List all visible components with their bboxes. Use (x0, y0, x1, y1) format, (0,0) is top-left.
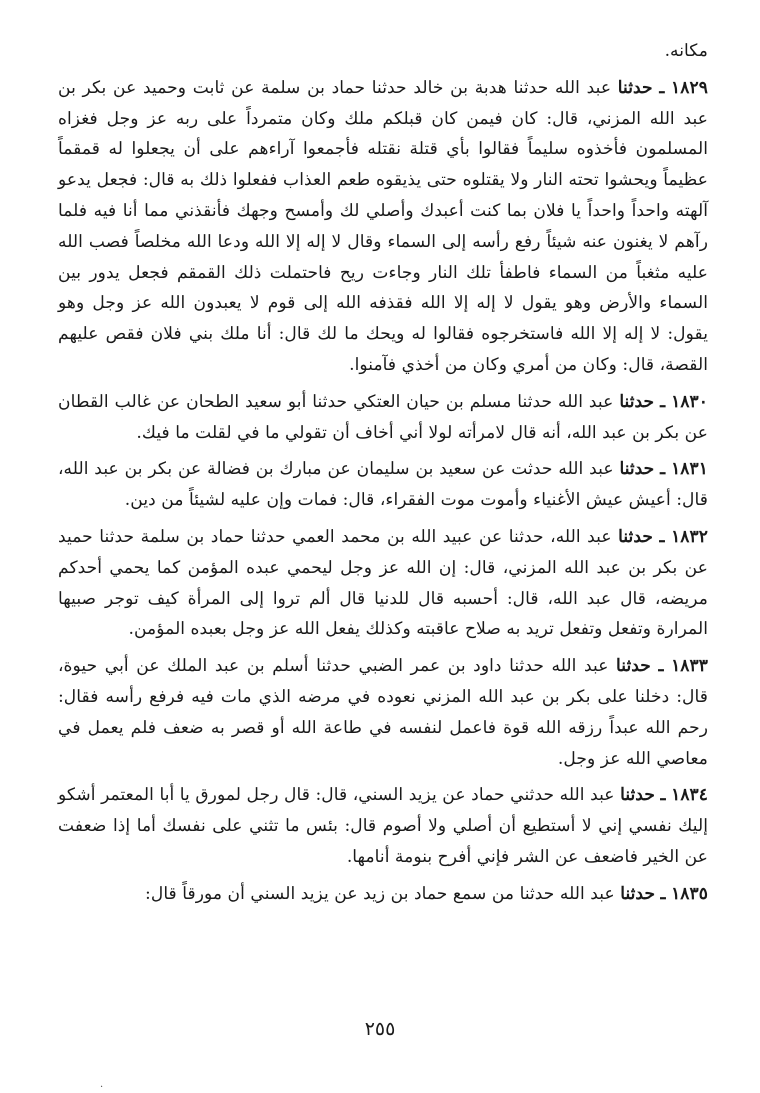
hadith-text: عبد الله، حدثنا عن عبيد الله بن محمد العمي حدثنا حماد بن سلمة حدثنا حميد عن بكر بن عبد الله المزني، قال: إن الله عز وجل ليحمي عبده المؤمن كما يحمي أحدكم مريضه، قال عبد الله، قال: أحسبه قال للدنيا قال ألم تروا إلى المرأة كيف توجر صبيها المرارة وتفعل وتفعل تريد به صلاح عاقبته وكذلك يفعل الله عز وجل بعبده المؤمن. (58, 526, 708, 640)
hadith-1829: ١٨٢٩ ـ حدثنا عبد الله حدثنا هدبة بن خالد حدثنا حماد بن سلمة عن ثابت وحميد عن بكر بن عبد الله المزني، قال: كان فيمن كان قبلكم ملك وكان متمرداً على ربه عز وجل فغزاه المسلمون فأخذوه سليماً فقالوا بأي قتلة نقتله فأجمعوا آراءهم على أن يجعلوا له قمقماً عظيماً ويحشوا تحته النار ولا يقتلوه حتى يذيقوه طعم العذاب ففعلوا ذلك به قال: فجعل يدعو آلهته واحداً واحداً يا فلان بما كنت أعبدك وأصلي لك وأمسح وجهك فأنقذني مما أنا فيه فلما رآهم لا يغنون عنه شيئاً رفع رأسه إلى السماء وقال لا إله إلا الله ودعا الله مخلصاً فصب الله عليه مثغباً من السماء فاطفأ تلك النار وجاءت ريح فاحتملت ذلك القمقم فجعل يدور بين السماء والأرض وهو يقول لا إله إلا الله فقذفه الله إلى قوم لا يعبدون الله عز وجل وهو يقول: لا إله إلا الله فاستخرجوه فقالوا له ويحك ما لك قال: أنا ملك بني فلان فقص عليهم القصة، قال: وكان من أمري وكان من أخذي فآمنوا. (58, 77, 708, 375)
hadith-keyword: حدثنا (619, 391, 655, 412)
hadith-text: عبد الله حدثنا هدبة بن خالد حدثنا حماد بن سلمة عن ثابت وحميد عن بكر بن عبد الله المزني، قال: كان فيمن كان قبلكم ملك وكان متمرداً على ربه عز وجل فغزاه المسلمون فأخذوه سليماً فقالوا بأي قتلة نقتله فأجمعوا آراءهم على أن يجعلوا له قمقماً عظيماً ويحشوا تحته النار ولا يقتلوه حتى يذيقوه طعم العذاب ففعلوا ذلك به قال: فجعل يدعو آلهته واحداً واحداً يا فلان بما كنت أعبدك وأصلي لك وأمسح وجهك فأنقذني مما أنا فيه فلما رآهم لا يغنون عنه شيئاً رفع رأسه إلى السماء وقال لا إله إلا الله ودعا الله مخلصاً فصب الله عليه مثغباً من السماء فاطفأ تلك النار وجاءت ريح فاحتملت ذلك القمقم فجعل يدور بين السماء والأرض وهو يقول لا إله إلا الله فقذفه الله إلى قوم لا يعبدون الله عز وجل وهو يقول: لا إله إلا الله فاستخرجوه فقالوا له ويحك ما لك قال: أنا ملك بني فلان فقص عليهم القصة، قال: وكان من أمري وكان من أخذي فآمنوا. (58, 77, 708, 375)
hadith-number: ١٨٣١ (671, 459, 709, 480)
hadith-keyword: حدثنا (618, 526, 653, 547)
hadith-number: ١٨٣٢ (671, 526, 708, 547)
hadith-number: ١٨٣٤ (671, 785, 709, 806)
scan-speck: · (100, 1082, 104, 1093)
hadith-keyword: حدثنا (616, 656, 651, 677)
hadith-keyword: حدثنا (620, 785, 655, 806)
hadith-keyword: حدثنا (619, 459, 655, 480)
hadith-text: عبد الله حدثنا مسلم بن حيان العتكي حدثنا أبو سعيد الطحان عن غالب القطان عن بكر بن عبد الله، أنه قال لامرأته لولا أني أخاف أن تقولي ما في لقلت ما فيك. (58, 391, 708, 443)
hadith-keyword: حدثنا (620, 883, 656, 904)
hadith-1834: ١٨٣٤ ـ حدثنا عبد الله حدثني حماد عن يزيد السني، قال: قال رجل لمورق يا أبا المعتمر أشكو إليك نفسي إني لا أستطيع أن أصلي ولا أصوم قال: بئس ما تثني على نفسك أما إذا ضعفت عن الخير فاضعف عن الشر فإني أفرح بنومة أنامها. (58, 785, 709, 867)
hadith-1830: ١٨٣٠ ـ حدثنا عبد الله حدثنا مسلم بن حيان العتكي حدثنا أبو سعيد الطحان عن غالب القطان عن بكر بن عبد الله، أنه قال لامرأته لولا أني أخاف أن تقولي ما في لقلت ما فيك. (58, 391, 709, 443)
continuation-line: مكانه. (664, 41, 708, 61)
hadith-1831: ١٨٣١ ـ حدثنا عبد الله حدثت عن سعيد بن سليمان عن مبارك بن فضالة عن بكر بن عبد الله، قال: أعيش عيش الأغنياء وأموت موت الفقراء، قال: فمات وإن عليه لشيئاً من دين. (58, 459, 709, 511)
hadith-1832: ١٨٣٢ ـ حدثنا عبد الله، حدثنا عن عبيد الله بن محمد العمي حدثنا حماد بن سلمة حدثنا حميد عن بكر بن عبد الله المزني، قال: إن الله عز وجل ليحمي عبده المؤمن كما يحمي أحدكم مريضه، قال عبد الله، قال: أحسبه قال للدنيا قال ألم تروا إلى المرأة كيف توجر صبيها المرارة وتفعل وتفعل تريد به صلاح عاقبته وكذلك يفعل الله عز وجل بعبده المؤمن. (58, 526, 708, 640)
hadith-number: ١٨٢٩ (671, 77, 708, 98)
hadith-text: عبد الله حدثت عن سعيد بن سليمان عن مبارك بن فضالة عن بكر بن عبد الله، قال: أعيش عيش الأغنياء وأموت موت الفقراء، قال: فمات وإن عليه لشيئاً من دين. (58, 459, 708, 511)
hadith-text: عبد الله حدثنا داود بن عمر الضبي حدثنا أسلم بن عبد الملك عن أبي حيوة، قال: دخلنا على بكر بن عبد الله المزني نعوده في مرضه الذي مات فيه فرفع رأسه فقال: رحم الله عبداً رزقه الله قوة فاعمل لنفسه في طاعة الله أو قصر به ضعف فلم يعمل في معاصي الله عز وجل. (58, 656, 708, 769)
page-content (58, 36, 708, 910)
hadith-keyword: حدثنا (617, 77, 653, 98)
hadith-1835: ١٨٣٥ ـ حدثنا عبد الله حدثنا من سمع حماد بن زيد عن يزيد السني أن مورقاً قال: (145, 883, 708, 904)
hadith-number: ١٨٣٣ (671, 656, 708, 677)
hadith-text: عبد الله حدثني حماد عن يزيد السني، قال: قال رجل لمورق يا أبا المعتمر أشكو إليك نفسي إني لا أستطيع أن أصلي ولا أصوم قال: بئس ما تثني على نفسك أما إذا ضعفت عن الخير فاضعف عن الشر فإني أفرح بنومة أنامها. (58, 785, 708, 867)
hadith-text: عبد الله حدثنا من سمع حماد بن زيد عن يزيد السني أن مورقاً قال: (145, 883, 615, 904)
hadith-1833: ١٨٣٣ ـ حدثنا عبد الله حدثنا داود بن عمر الضبي حدثنا أسلم بن عبد الملك عن أبي حيوة، قال: دخلنا على بكر بن عبد الله المزني نعوده في مرضه الذي مات فيه فرفع رأسه فقال: رحم الله عبداً رزقه الله قوة فاعمل لنفسه في طاعة الله أو قصر به ضعف فلم يعمل في معاصي الله عز وجل. (58, 656, 708, 769)
hadith-number: ١٨٣٥ (671, 883, 708, 904)
hadith-number: ١٨٣٠ (671, 391, 709, 412)
page-number: ٢٥٥ (364, 1018, 396, 1040)
